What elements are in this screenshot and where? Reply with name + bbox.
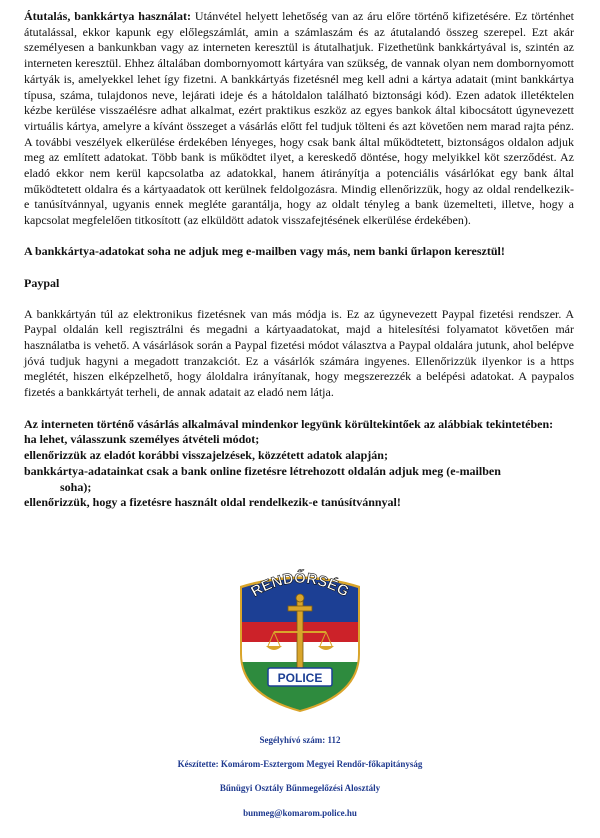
tip-item: ha lehet, válasszunk személyes átvételi módot;: [24, 432, 260, 447]
police-badge-logo: [228, 562, 372, 712]
tips-list: [24, 417, 574, 511]
section-lead: Átutalás, bankkártya használat:: [24, 9, 191, 23]
section-text: Utánvétel helyett lehetőség van az áru előre történő kifizetésére. Ez történhet átutalással, ekkor kapunk egy előlegszámlát, amin a számlaszám és az átutalandó összeg szerepel. Ezt akár személyesen a bankunkban vagy az interneten keresztül is átutalhatjuk. Fizethetünk bankkártyával is, szintén az interneten keresztül. Ehhez általában dombornyomott kártyára van szükség, de vannak olyan nem dombornyomott kártyák is, amelyekkel lehet így fizetni. A bankkártyás fizetésnél meg kell adni a kártya adatait (mint bankkártya típusa, száma, tulajdonos neve, lejárati ideje és a hátoldalon található biztonsági kód). Ezen adatok illetéktelen kézbe kerülése visszaélésre adhat alkalmat, ezért praktikus eszköz az egyes bankok által kibocsátott úgynevezett virtuális kártya, amelyre a kívánt összeget a vásárlás előtt fel tudjuk tölteni és azt követően nem marad rajta pénz. A további veszélyek elkerülése érdekében lényeges, hogy csak bank által működtetett, biztonságos oldalon adjuk meg az említett adatokat. Több bank is működtet ilyet, a kereskedő döntése, hogy melyikkel köt szerződést. Az eladó ekkor nem kerül kapcsolatba az adatokkal, hanem átirányítja a potenciális vásárlókat egy bank által működtetett oldalra és a kártyaadatok ott kerülnek feldolgozásra. Mindig ellenőrizzük, hogy az oldal rendelkezik-e tanúsítvánnyal, ugyanis ennek megléte garantálja, hogy az oldalt tényleg a bank üzemelteti, illetve, hogy a kapcsolat megfelelően titkosított (az elküldött adatok visszafejtésének elkerülése érdekében).: [24, 9, 574, 228]
paypal-text: A bankkártyán túl az elektronikus fizetésnek van más módja is. Ez az úgynevezett Paypal fizetési rendszer. A Paypal oldalán kell regisztrálni és megadni a kártyaadatokat, majd a hitelesítési folyamatot követően már használatba is vehető. A vásárlások során a Paypal fizetési módot választva a Paypal oldalára jutunk, ahol belépve jóvá tudjuk hagyni a megadott tranzakciót. Ez a vásárlók számára ingyenes. Ellenőrizzük ilyenkor is a https meglétét, hiszen elképzelhető, hogy áloldalra irányítanak, hogy megszerezzék a belépési adatokat. A paypalos fizetés a bankkártyát terheli, de annak adatait az eladó nem látja.: [24, 306, 574, 400]
footer-author: Készítette: Komárom-Esztergom Megyei Rendőr-főkapitányság: [177, 759, 423, 769]
emergency-number: Segélyhívó szám: 112: [259, 735, 341, 745]
section-transfer-card: [24, 9, 574, 229]
document-body: [24, 9, 574, 511]
footer-department: Bűnügyi Osztály Bűnmegelőzési Alosztály: [219, 783, 381, 793]
paypal-heading: Paypal: [24, 275, 60, 290]
card-data-warning: A bankkártya-adatokat soha ne adjuk meg e-mailben vagy más, nem banki űrlapon keresztül!: [24, 243, 505, 258]
footer-email: bunmeg@komarom.police.hu: [243, 808, 357, 818]
tips-intro: Az interneten történő vásárlás alkalmával mindenkor legyünk körültekintőek az alábbiak tekintetében:: [24, 416, 554, 431]
logo-bottom-text: POLICE: [277, 671, 323, 685]
tip-item-continuation: soha);: [60, 479, 92, 494]
logo-top-text: RENDŐRSÉG: [248, 570, 352, 601]
tip-item: bankkártya-adatainkat csak a bank online fizetésre létrehozott oldalán adjuk meg (e-mailben: [24, 463, 501, 478]
tip-item: ellenőrizzük az eladót korábbi visszajelzések, közzétett adatok alapján;: [24, 448, 388, 463]
tip-item: ellenőrizzük, hogy a fizetésre használt oldal rendelkezik-e tanúsítvánnyal!: [24, 495, 401, 510]
police-shield-icon: [228, 562, 372, 712]
